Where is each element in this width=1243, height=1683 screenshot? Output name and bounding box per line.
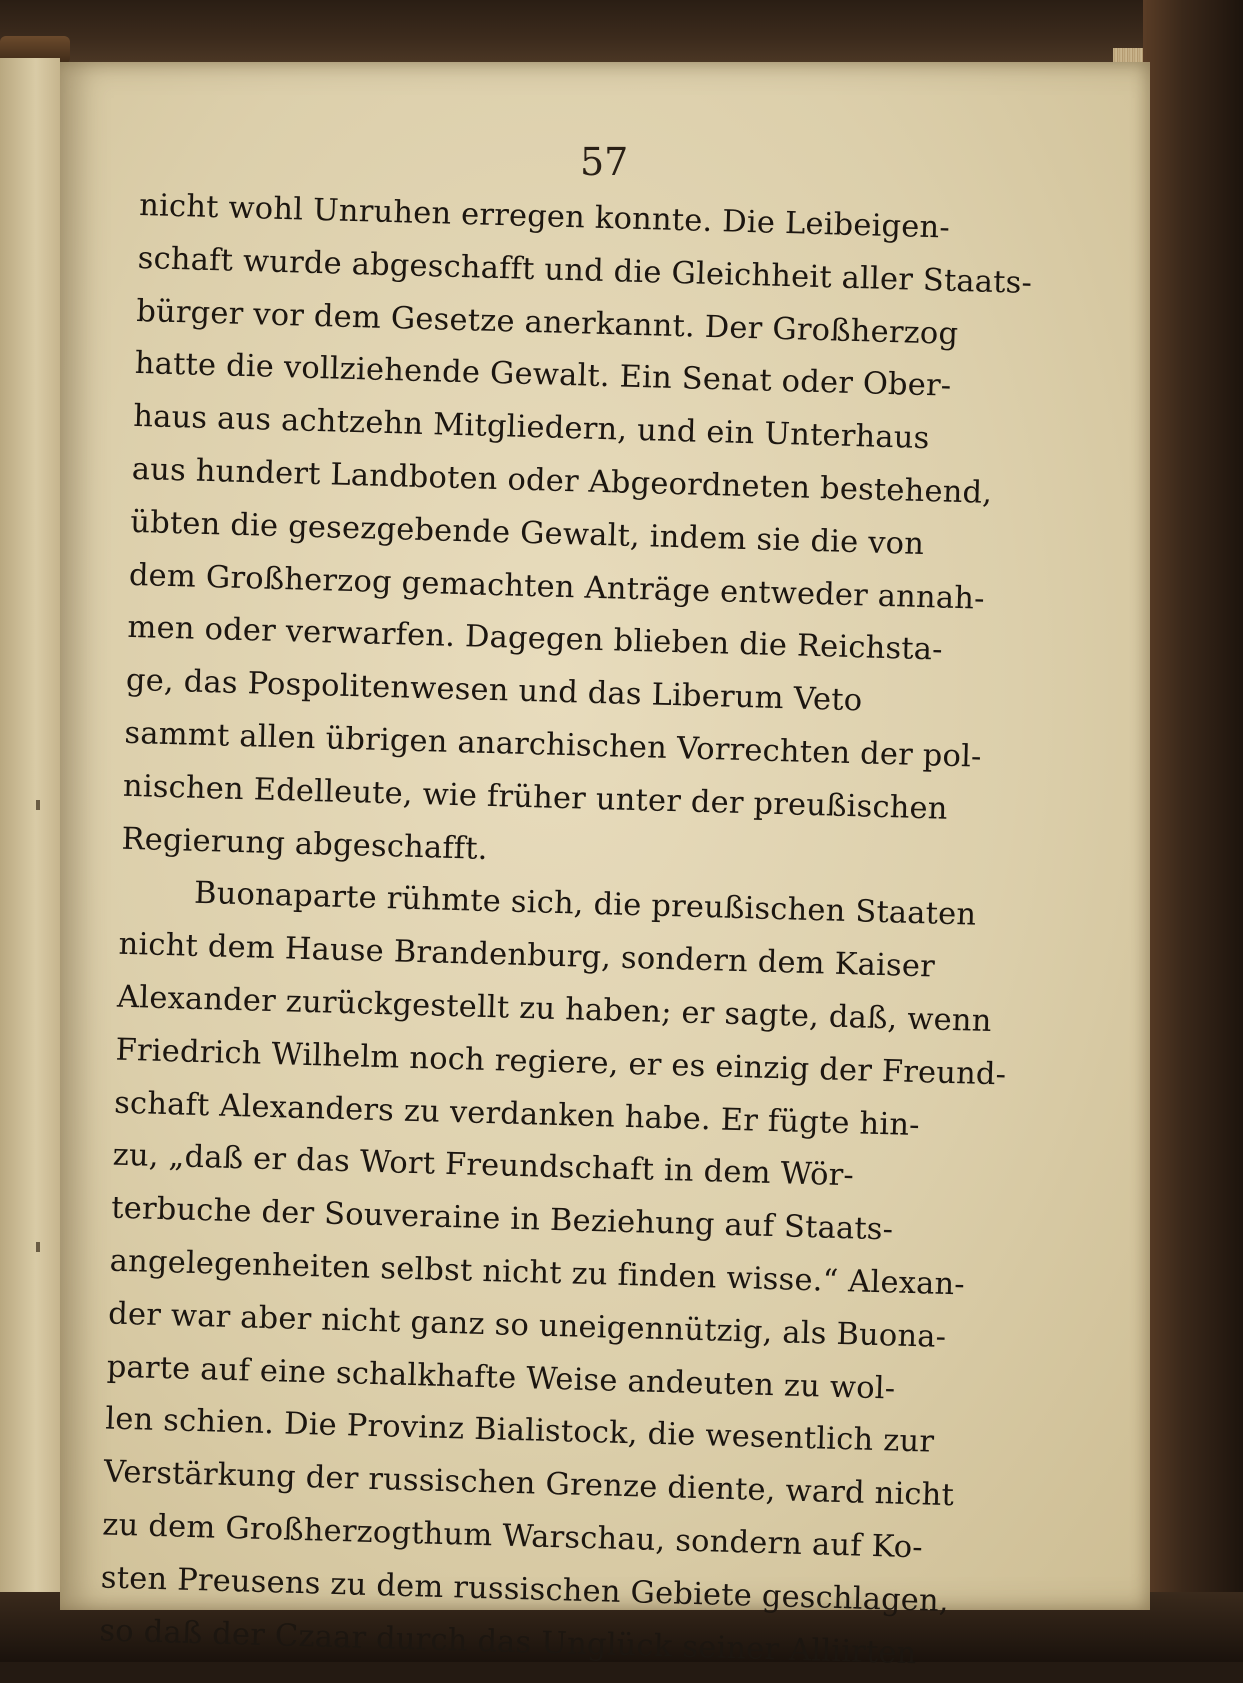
text-line: terbuche der Souveraine in Beziehung auf Staats- [110, 1190, 894, 1248]
book-cover-top [0, 0, 1243, 62]
text-line: dem Großherzog gemachten Anträge entweder annah- [128, 557, 986, 617]
book-page [60, 62, 1150, 1671]
text-line: schaft wurde abgeschafft und die Gleichheit aller Staats- [137, 240, 1033, 301]
text-line: haus aus achtzehn Mitgliedern, und ein Unterhaus [132, 399, 930, 457]
text-line: sten Preusens zu dem russischen Gebiete geschlagen, [100, 1560, 950, 1619]
text-line: Verstärkung der russischen Grenze diente, ward nicht [103, 1454, 955, 1514]
paragraph-start-line: Buonaparte rühmte sich, die preußischen Staaten [193, 876, 977, 933]
text-line: nicht dem Hause Brandenburg, sondern dem Kaiser [118, 926, 936, 985]
text-line: nicht wohl Unruhen erregen konnte. Die Leibeigen- [138, 187, 951, 246]
text-line: nischen Edelleute, wie früher unter der preußischen [122, 768, 949, 827]
margin-tick-mark [36, 1242, 40, 1252]
left-page-gutter [0, 58, 60, 1608]
text-line: schaft Alexanders zu verdanken habe. Er fügte hin- [113, 1085, 921, 1143]
text-line: ge, das Pospolitenwesen und das Liberum Veto [125, 662, 863, 719]
text-line: hatte die vollziehende Gewalt. Ein Senat oder Ober- [134, 346, 952, 405]
page-text [99, 180, 1040, 1683]
margin-tick-mark [36, 800, 40, 810]
text-line: zu, „daß er das Wort Freundschaft in dem Wör- [112, 1137, 855, 1194]
text-line: zu dem Großherzogthum Warschau, sondern auf Ko- [101, 1507, 924, 1566]
text-line: Regierung abgeschafft. [121, 821, 489, 867]
text-line: übten die gesezgebende Gewalt, indem sie die von [129, 504, 925, 562]
text-line: len schien. Die Provinz Bialistock, die wesentlich zur [104, 1401, 935, 1460]
text-line: parte auf eine schalkhafte Weise andeuten zu wol- [106, 1349, 896, 1407]
text-line: bürger vor dem Gesetze anerkannt. Der Großherzog [135, 293, 959, 352]
text-line: sammt allen übrigen anarchischen Vorrechten der pol- [124, 715, 983, 775]
book-cover-right [1143, 0, 1243, 1662]
text-line: aus hundert Landboten oder Abgeordneten bestehend, [131, 451, 993, 511]
page-number: 57 [580, 140, 629, 184]
text-line: der war aber nicht ganz so uneigennützig, als Buona- [107, 1296, 947, 1355]
text-line: men oder verwarfen. Dagegen blieben die Reichsta- [127, 610, 944, 668]
text-line: Friedrich Wilhelm noch regiere, er es einzig der Freund- [115, 1032, 1007, 1093]
text-line: Alexander zurückgestellt zu haben; er sagte, daß, wenn [116, 979, 993, 1040]
text-line: so daß der Czaar durch das Unglück seiner Alliirten [98, 1612, 917, 1671]
text-line: angelegenheiten selbst nicht zu finden wisse.“ Alexan- [109, 1243, 966, 1303]
